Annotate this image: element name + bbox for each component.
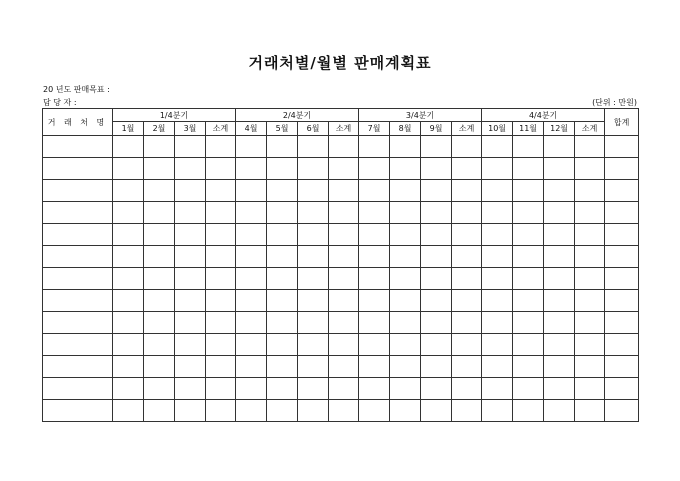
month-header: 1월	[113, 122, 144, 136]
value-cell[interactable]	[605, 334, 639, 356]
value-cell[interactable]	[113, 356, 144, 378]
value-cell[interactable]	[421, 400, 452, 422]
value-cell[interactable]	[544, 400, 575, 422]
value-cell[interactable]	[544, 246, 575, 268]
value-cell[interactable]	[513, 400, 544, 422]
value-cell[interactable]	[452, 400, 482, 422]
value-cell[interactable]	[513, 268, 544, 290]
value-cell[interactable]	[206, 202, 236, 224]
year-goal-label: 20 년도 판매목표 :	[43, 85, 110, 94]
value-cell[interactable]	[575, 202, 605, 224]
value-cell[interactable]	[452, 334, 482, 356]
value-cell[interactable]	[206, 136, 236, 158]
value-cell[interactable]	[298, 202, 329, 224]
value-cell[interactable]	[298, 356, 329, 378]
value-cell[interactable]	[482, 224, 513, 246]
value-cell[interactable]	[605, 290, 639, 312]
value-cell[interactable]	[452, 290, 482, 312]
sales-plan-table	[42, 108, 639, 422]
value-cell[interactable]	[236, 268, 267, 290]
value-cell[interactable]	[175, 312, 206, 334]
value-cell[interactable]	[452, 378, 482, 400]
value-cell[interactable]	[113, 224, 144, 246]
client-name-cell[interactable]	[43, 180, 113, 202]
value-cell[interactable]	[421, 356, 452, 378]
value-cell[interactable]	[605, 158, 639, 180]
value-cell[interactable]	[482, 378, 513, 400]
value-cell[interactable]	[236, 246, 267, 268]
value-cell[interactable]	[236, 378, 267, 400]
table-row	[43, 224, 639, 246]
client-name-cell[interactable]	[43, 136, 113, 158]
month-header: 3월	[175, 122, 206, 136]
value-cell[interactable]	[298, 136, 329, 158]
value-cell[interactable]	[482, 180, 513, 202]
table-row	[43, 290, 639, 312]
value-cell[interactable]	[513, 158, 544, 180]
value-cell[interactable]	[206, 268, 236, 290]
client-name-cell[interactable]	[43, 378, 113, 400]
value-cell[interactable]	[544, 180, 575, 202]
unit-label: (단위 : 만원)	[592, 98, 637, 107]
value-cell[interactable]	[144, 356, 175, 378]
value-cell[interactable]	[298, 378, 329, 400]
client-name-cell[interactable]	[43, 356, 113, 378]
quarter-2-header: 2/4분기	[236, 109, 359, 122]
value-cell[interactable]	[421, 246, 452, 268]
value-cell[interactable]	[452, 180, 482, 202]
value-cell[interactable]	[329, 312, 359, 334]
value-cell[interactable]	[267, 180, 298, 202]
value-cell[interactable]	[605, 400, 639, 422]
value-cell[interactable]	[144, 224, 175, 246]
month-header: 8월	[390, 122, 421, 136]
client-name-cell[interactable]	[43, 202, 113, 224]
value-cell[interactable]	[175, 290, 206, 312]
value-cell[interactable]	[421, 180, 452, 202]
value-cell[interactable]	[359, 180, 390, 202]
client-name-cell[interactable]	[43, 290, 113, 312]
value-cell[interactable]	[359, 356, 390, 378]
value-cell[interactable]	[544, 378, 575, 400]
manager-label: 담 당 자 :	[43, 98, 77, 107]
value-cell[interactable]	[298, 290, 329, 312]
value-cell[interactable]	[175, 224, 206, 246]
value-cell[interactable]	[329, 356, 359, 378]
quarter-3-header: 3/4분기	[359, 109, 482, 122]
value-cell[interactable]	[206, 224, 236, 246]
value-cell[interactable]	[452, 268, 482, 290]
client-name-cell[interactable]	[43, 246, 113, 268]
value-cell[interactable]	[267, 290, 298, 312]
value-cell[interactable]	[175, 334, 206, 356]
value-cell[interactable]	[575, 246, 605, 268]
value-cell[interactable]	[544, 334, 575, 356]
value-cell[interactable]	[359, 202, 390, 224]
value-cell[interactable]	[482, 136, 513, 158]
value-cell[interactable]	[359, 158, 390, 180]
value-cell[interactable]	[298, 224, 329, 246]
value-cell[interactable]	[452, 158, 482, 180]
value-cell[interactable]	[575, 312, 605, 334]
value-cell[interactable]	[236, 224, 267, 246]
value-cell[interactable]	[513, 356, 544, 378]
value-cell[interactable]	[298, 312, 329, 334]
client-name-cell[interactable]	[43, 400, 113, 422]
value-cell[interactable]	[144, 180, 175, 202]
value-cell[interactable]	[482, 268, 513, 290]
value-cell[interactable]	[421, 312, 452, 334]
value-cell[interactable]	[390, 312, 421, 334]
value-cell[interactable]	[267, 158, 298, 180]
value-cell[interactable]	[329, 246, 359, 268]
value-cell[interactable]	[236, 158, 267, 180]
table-row	[43, 136, 639, 158]
value-cell[interactable]	[329, 136, 359, 158]
value-cell[interactable]	[575, 224, 605, 246]
value-cell[interactable]	[513, 312, 544, 334]
value-cell[interactable]	[359, 246, 390, 268]
value-cell[interactable]	[144, 400, 175, 422]
value-cell[interactable]	[544, 202, 575, 224]
value-cell[interactable]	[390, 378, 421, 400]
value-cell[interactable]	[144, 378, 175, 400]
value-cell[interactable]	[236, 180, 267, 202]
value-cell[interactable]	[206, 246, 236, 268]
value-cell[interactable]	[605, 312, 639, 334]
value-cell[interactable]	[113, 202, 144, 224]
value-cell[interactable]	[575, 180, 605, 202]
value-cell[interactable]	[298, 400, 329, 422]
value-cell[interactable]	[421, 334, 452, 356]
value-cell[interactable]	[544, 268, 575, 290]
value-cell[interactable]	[359, 334, 390, 356]
value-cell[interactable]	[421, 158, 452, 180]
value-cell[interactable]	[359, 136, 390, 158]
value-cell[interactable]	[267, 136, 298, 158]
value-cell[interactable]	[482, 312, 513, 334]
value-cell[interactable]	[575, 158, 605, 180]
table-row	[43, 268, 639, 290]
value-cell[interactable]	[267, 312, 298, 334]
value-cell[interactable]	[575, 378, 605, 400]
value-cell[interactable]	[513, 180, 544, 202]
value-cell[interactable]	[175, 136, 206, 158]
value-cell[interactable]	[144, 246, 175, 268]
table-row	[43, 334, 639, 356]
month-header: 2월	[144, 122, 175, 136]
table-row	[43, 246, 639, 268]
client-name-cell[interactable]	[43, 334, 113, 356]
table-body	[43, 136, 639, 422]
value-cell[interactable]	[113, 158, 144, 180]
value-cell[interactable]	[113, 290, 144, 312]
value-cell[interactable]	[421, 268, 452, 290]
value-cell[interactable]	[575, 268, 605, 290]
value-cell[interactable]	[452, 224, 482, 246]
value-cell[interactable]	[390, 268, 421, 290]
client-name-cell[interactable]	[43, 312, 113, 334]
value-cell[interactable]	[175, 356, 206, 378]
value-cell[interactable]	[359, 312, 390, 334]
month-header: 9월	[421, 122, 452, 136]
quarter-4-header: 4/4분기	[482, 109, 605, 122]
value-cell[interactable]	[267, 378, 298, 400]
value-cell[interactable]	[482, 202, 513, 224]
value-cell[interactable]	[390, 334, 421, 356]
value-cell[interactable]	[544, 356, 575, 378]
subtotal-header: 소계	[206, 122, 236, 136]
value-cell[interactable]	[267, 356, 298, 378]
table-row	[43, 356, 639, 378]
value-cell[interactable]	[482, 290, 513, 312]
value-cell[interactable]	[144, 136, 175, 158]
value-cell[interactable]	[113, 180, 144, 202]
quarter-1-header: 1/4분기	[113, 109, 236, 122]
value-cell[interactable]	[575, 400, 605, 422]
value-cell[interactable]	[544, 158, 575, 180]
value-cell[interactable]	[544, 312, 575, 334]
value-cell[interactable]	[513, 224, 544, 246]
table-row	[43, 180, 639, 202]
value-cell[interactable]	[513, 334, 544, 356]
value-cell[interactable]	[513, 378, 544, 400]
value-cell[interactable]	[236, 290, 267, 312]
value-cell[interactable]	[329, 224, 359, 246]
value-cell[interactable]	[575, 136, 605, 158]
client-name-cell[interactable]	[43, 224, 113, 246]
value-cell[interactable]	[298, 246, 329, 268]
value-cell[interactable]	[236, 356, 267, 378]
value-cell[interactable]	[544, 136, 575, 158]
value-cell[interactable]	[206, 312, 236, 334]
value-cell[interactable]	[113, 136, 144, 158]
value-cell[interactable]	[267, 268, 298, 290]
value-cell[interactable]	[267, 334, 298, 356]
value-cell[interactable]	[359, 268, 390, 290]
value-cell[interactable]	[359, 290, 390, 312]
value-cell[interactable]	[175, 246, 206, 268]
value-cell[interactable]	[452, 136, 482, 158]
value-cell[interactable]	[390, 290, 421, 312]
value-cell[interactable]	[575, 334, 605, 356]
value-cell[interactable]	[113, 312, 144, 334]
total-header: 합계	[605, 109, 639, 136]
value-cell[interactable]	[329, 158, 359, 180]
value-cell[interactable]	[329, 334, 359, 356]
value-cell[interactable]	[329, 268, 359, 290]
value-cell[interactable]	[575, 290, 605, 312]
value-cell[interactable]	[482, 246, 513, 268]
table-row	[43, 378, 639, 400]
value-cell[interactable]	[605, 356, 639, 378]
value-cell[interactable]	[605, 246, 639, 268]
value-cell[interactable]	[390, 202, 421, 224]
value-cell[interactable]	[236, 136, 267, 158]
value-cell[interactable]	[605, 202, 639, 224]
value-cell[interactable]	[452, 246, 482, 268]
value-cell[interactable]	[206, 334, 236, 356]
value-cell[interactable]	[236, 400, 267, 422]
value-cell[interactable]	[267, 224, 298, 246]
month-header: 6월	[298, 122, 329, 136]
document-title: 거래처별/월별 판매계획표	[248, 54, 432, 72]
value-cell[interactable]	[206, 158, 236, 180]
value-cell[interactable]	[421, 136, 452, 158]
month-header: 7월	[359, 122, 390, 136]
value-cell[interactable]	[267, 202, 298, 224]
value-cell[interactable]	[329, 378, 359, 400]
value-cell[interactable]	[298, 158, 329, 180]
value-cell[interactable]	[421, 202, 452, 224]
value-cell[interactable]	[544, 290, 575, 312]
value-cell[interactable]	[513, 246, 544, 268]
value-cell[interactable]	[206, 378, 236, 400]
value-cell[interactable]	[267, 246, 298, 268]
value-cell[interactable]	[236, 202, 267, 224]
value-cell[interactable]	[421, 224, 452, 246]
value-cell[interactable]	[421, 378, 452, 400]
value-cell[interactable]	[452, 202, 482, 224]
value-cell[interactable]	[113, 400, 144, 422]
table-row	[43, 312, 639, 334]
value-cell[interactable]	[390, 224, 421, 246]
subtotal-header: 소계	[452, 122, 482, 136]
value-cell[interactable]	[175, 400, 206, 422]
value-cell[interactable]	[329, 202, 359, 224]
value-cell[interactable]	[513, 136, 544, 158]
value-cell[interactable]	[144, 158, 175, 180]
value-cell[interactable]	[482, 334, 513, 356]
month-header: 4월	[236, 122, 267, 136]
value-cell[interactable]	[206, 290, 236, 312]
value-cell[interactable]	[144, 334, 175, 356]
value-cell[interactable]	[452, 356, 482, 378]
value-cell[interactable]	[390, 180, 421, 202]
value-cell[interactable]	[605, 378, 639, 400]
value-cell[interactable]	[359, 378, 390, 400]
value-cell[interactable]	[482, 400, 513, 422]
value-cell[interactable]	[144, 268, 175, 290]
value-cell[interactable]	[113, 378, 144, 400]
table-row	[43, 158, 639, 180]
value-cell[interactable]	[113, 268, 144, 290]
client-name-header: 거 래 처 명	[43, 109, 113, 136]
subtotal-header: 소계	[575, 122, 605, 136]
value-cell[interactable]	[206, 400, 236, 422]
value-cell[interactable]	[605, 136, 639, 158]
value-cell[interactable]	[298, 180, 329, 202]
value-cell[interactable]	[390, 136, 421, 158]
value-cell[interactable]	[175, 378, 206, 400]
client-name-cell[interactable]	[43, 158, 113, 180]
value-cell[interactable]	[605, 268, 639, 290]
value-cell[interactable]	[513, 290, 544, 312]
value-cell[interactable]	[175, 268, 206, 290]
subtotal-header: 소계	[329, 122, 359, 136]
value-cell[interactable]	[175, 158, 206, 180]
value-cell[interactable]	[206, 356, 236, 378]
value-cell[interactable]	[390, 356, 421, 378]
table-row	[43, 202, 639, 224]
value-cell[interactable]	[513, 202, 544, 224]
value-cell[interactable]	[605, 224, 639, 246]
value-cell[interactable]	[390, 400, 421, 422]
value-cell[interactable]	[298, 268, 329, 290]
value-cell[interactable]	[544, 224, 575, 246]
value-cell[interactable]	[482, 158, 513, 180]
value-cell[interactable]	[175, 180, 206, 202]
value-cell[interactable]	[206, 180, 236, 202]
value-cell[interactable]	[329, 290, 359, 312]
value-cell[interactable]	[452, 312, 482, 334]
value-cell[interactable]	[236, 312, 267, 334]
value-cell[interactable]	[298, 334, 329, 356]
table-row	[43, 400, 639, 422]
value-cell[interactable]	[359, 224, 390, 246]
value-cell[interactable]	[113, 334, 144, 356]
month-header: 11월	[513, 122, 544, 136]
value-cell[interactable]	[113, 246, 144, 268]
value-cell[interactable]	[236, 334, 267, 356]
month-header: 10월	[482, 122, 513, 136]
client-name-cell[interactable]	[43, 268, 113, 290]
value-cell[interactable]	[575, 356, 605, 378]
value-cell[interactable]	[144, 290, 175, 312]
value-cell[interactable]	[329, 400, 359, 422]
month-header: 5월	[267, 122, 298, 136]
value-cell[interactable]	[144, 312, 175, 334]
value-cell[interactable]	[390, 246, 421, 268]
month-header: 12월	[544, 122, 575, 136]
value-cell[interactable]	[605, 180, 639, 202]
value-cell[interactable]	[329, 180, 359, 202]
value-cell[interactable]	[421, 290, 452, 312]
value-cell[interactable]	[482, 356, 513, 378]
value-cell[interactable]	[359, 400, 390, 422]
value-cell[interactable]	[144, 202, 175, 224]
value-cell[interactable]	[267, 400, 298, 422]
value-cell[interactable]	[390, 158, 421, 180]
value-cell[interactable]	[175, 202, 206, 224]
